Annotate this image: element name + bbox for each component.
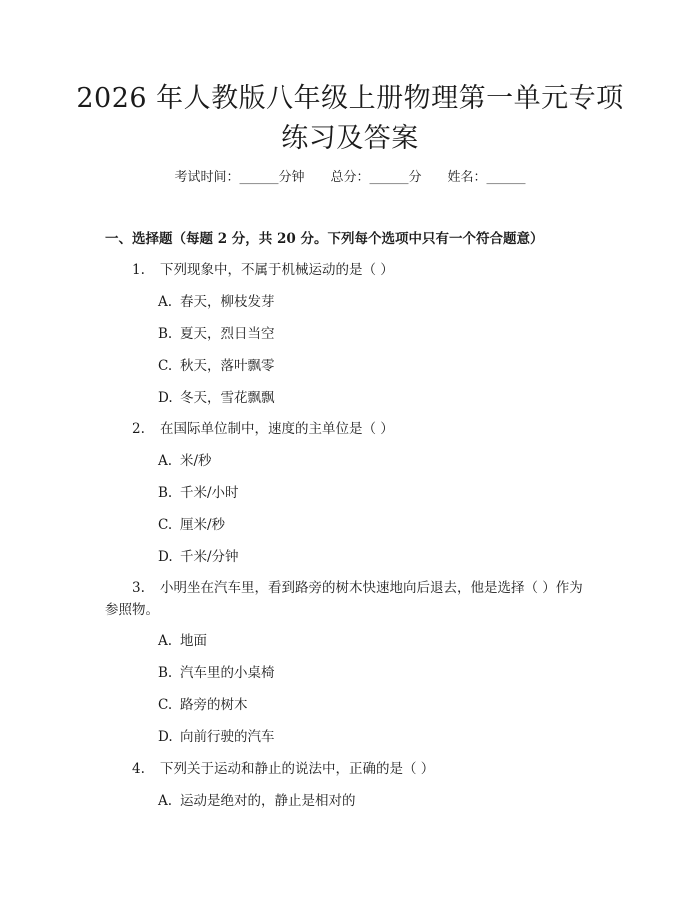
option-text: 千米/分钟 bbox=[180, 549, 239, 565]
question-text: 在国际单位制中，速度的主单位是（ ） bbox=[160, 421, 394, 437]
question-text: 下列现象中，不属于机械运动的是（ ） bbox=[160, 262, 394, 278]
question-1-option-d bbox=[158, 388, 275, 408]
question-2-option-c bbox=[158, 515, 225, 535]
question-2-option-b bbox=[158, 483, 239, 503]
question-number: 1. bbox=[132, 262, 145, 278]
option-letter: A. bbox=[158, 633, 173, 649]
option-text: 夏天，烈日当空 bbox=[180, 326, 275, 342]
option-letter: C. bbox=[158, 697, 173, 713]
question-3 bbox=[105, 577, 600, 621]
question-text: 小明坐在汽车里，看到路旁的树木快速地向后退去，他是选择（ ）作为 bbox=[160, 580, 583, 596]
option-text: 向前行驶的汽车 bbox=[180, 729, 275, 745]
option-letter: D. bbox=[158, 390, 173, 406]
question-2-option-d bbox=[158, 547, 239, 567]
question-3-option-a bbox=[158, 631, 207, 651]
question-3-option-c bbox=[158, 695, 248, 715]
option-text: 秋天，落叶飘零 bbox=[180, 358, 275, 374]
option-letter: D. bbox=[158, 729, 173, 745]
question-text-line-1 bbox=[105, 577, 600, 599]
option-letter: A. bbox=[158, 294, 173, 310]
document-title-line-2: 练习及答案 bbox=[281, 123, 419, 154]
question-number: 2. bbox=[132, 421, 145, 437]
option-text: 汽车里的小桌椅 bbox=[180, 665, 275, 681]
section-heading: 一、选择题（每题 2 分，共 20 分。下列每个选项中只有一个符合题意） bbox=[105, 231, 544, 247]
option-text: 厘米/秒 bbox=[180, 517, 226, 533]
option-text: 春天，柳枝发芽 bbox=[180, 294, 275, 310]
document-title-line-1: 2026 年人教版八年级上册物理第一单元专项 bbox=[76, 83, 624, 114]
option-text: 冬天，雪花飘飘 bbox=[180, 390, 275, 406]
total-score-field: 总分：______分 bbox=[330, 170, 422, 185]
question-1 bbox=[105, 259, 600, 281]
option-letter: A. bbox=[158, 453, 173, 469]
question-2-option-a bbox=[158, 451, 212, 471]
option-text: 千米/小时 bbox=[180, 485, 239, 501]
question-3-option-d bbox=[158, 727, 275, 747]
question-1-option-c bbox=[158, 356, 275, 376]
option-text: 运动是绝对的，静止是相对的 bbox=[180, 793, 356, 809]
question-2 bbox=[105, 418, 600, 440]
option-letter: B. bbox=[158, 326, 173, 342]
question-3-option-b bbox=[158, 663, 275, 683]
exam-meta-line bbox=[0, 169, 700, 187]
question-1-option-a bbox=[158, 292, 275, 312]
option-letter: B. bbox=[158, 485, 173, 501]
question-number: 3. bbox=[132, 580, 145, 596]
option-text: 米/秒 bbox=[180, 453, 212, 469]
question-1-option-b bbox=[158, 324, 275, 344]
option-letter: D. bbox=[158, 549, 173, 565]
question-4 bbox=[105, 758, 600, 780]
question-text-line-2: 参照物。 bbox=[105, 602, 159, 618]
option-letter: B. bbox=[158, 665, 173, 681]
option-letter: C. bbox=[158, 358, 173, 374]
exam-time-field: 考试时间：______分钟 bbox=[174, 170, 305, 185]
option-letter: C. bbox=[158, 517, 173, 533]
option-text: 路旁的树木 bbox=[180, 697, 248, 713]
question-number: 4. bbox=[132, 761, 145, 777]
option-text: 地面 bbox=[180, 633, 207, 649]
question-4-option-a bbox=[158, 791, 356, 811]
option-letter: A. bbox=[158, 793, 173, 809]
student-name-field: 姓名：______ bbox=[447, 170, 526, 185]
question-text: 下列关于运动和静止的说法中，正确的是（ ） bbox=[160, 761, 435, 777]
